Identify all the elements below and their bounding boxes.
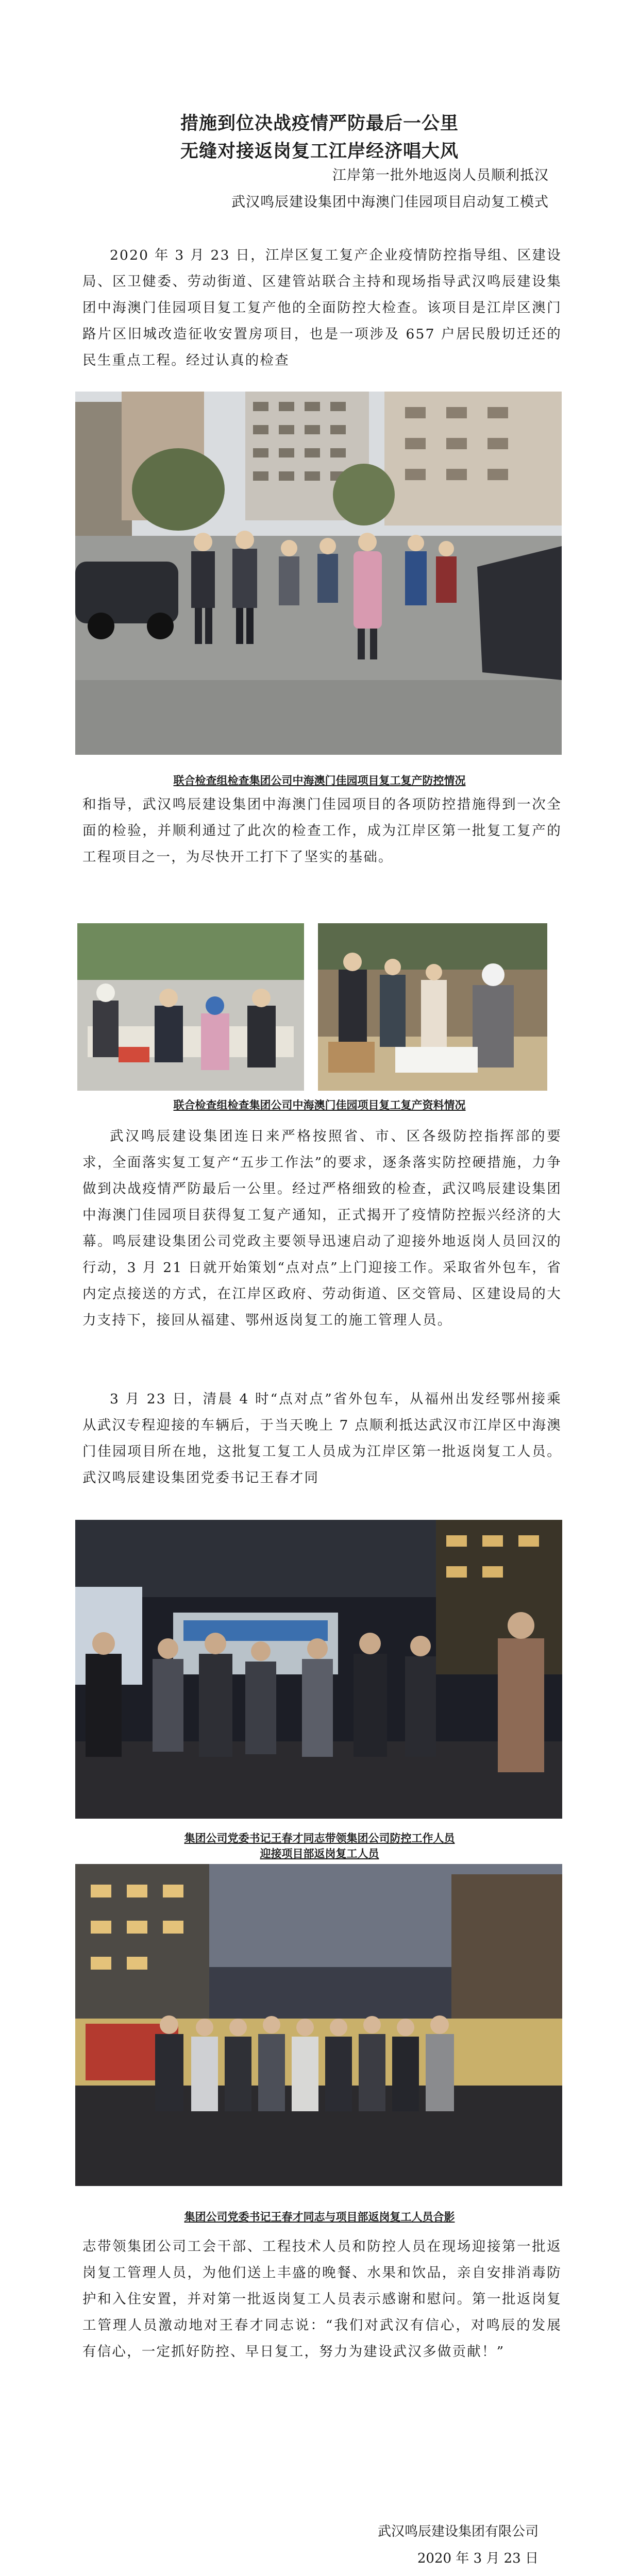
- paragraph-preparation: [82, 1123, 562, 1333]
- paragraph-greeting: [82, 2233, 562, 2365]
- photo-caption-1: 联合检查组检查集团公司中海澳门佳园项目复工复产防控情况: [173, 774, 466, 787]
- subtitle-line-2: 武汉鸣辰建设集团中海澳门佳园项目启动复工模式: [231, 194, 549, 210]
- photo-caption-4: 集团公司党委书记王春才同志与项目部返岗复工人员合影: [184, 2211, 455, 2223]
- document-title-line-2: 无缝对接返岗复工江岸经济唱大风: [180, 141, 459, 162]
- photo-document-check-right: [318, 923, 547, 1091]
- photo-group: [75, 1864, 562, 2186]
- paragraph-text: 志带领集团公司工会干部、工程技术人员和防控人员在现场迎接第一批返岗复工管理人员，为他们送上丰盛的晚餐、水果和饮品，亲自安排消毒防护和入住安置，并对第一批返岗复工人员表示感谢和慰问。第一批返岗复工管理人员激动地对王春才同志说：“我们对武汉有信心，对鸣辰的发展有信心，一定抓好防控、早日复工，努力为建设武汉多做贡献！”: [82, 2239, 562, 2360]
- paragraph-intro: [82, 242, 562, 374]
- paragraph-inspection-result: [82, 791, 562, 870]
- document-title-line-1: 措施到位决战疫情严防最后一公里: [180, 113, 459, 134]
- paragraph-text: 2020 年 3 月 23 日，江岸区复工复产企业疫情防控指导组、区建设局、区卫健委、劳动街道、区建管站联合主持和现场指导武汉鸣辰建设集团中海澳门佳园项目复工复产他的全面防控大检查。该项目是江岸区澳门路片区旧城改造征收安置房项目，也是一项涉及 657 户居民殷切迁还的民生重点工程。经过认真的检查: [82, 247, 562, 368]
- subtitle-line-1: 江岸第一批外地返岗人员顺利抵汉: [332, 167, 549, 183]
- photo-night-welcome: [75, 1520, 562, 1819]
- paragraph-text: 和指导，武汉鸣辰建设集团中海澳门佳园项目的各项防控措施得到一次全面的检验，并顺利通过了此次的检查工作，成为江岸区第一批复工复产的工程项目之一，为尽快开工打下了坚实的基础。: [82, 796, 562, 865]
- paragraph-text: 武汉鸣辰建设集团连日来严格按照省、市、区各级防控指挥部的要求，全面落实复工复产“五步工作法”的要求，逐条落实防控硬措施，力争做到决战疫情严防最后一公里。经过严格细致的检查，武汉鸣辰建设集团中海澳门佳园项目获得复工复产通知，正式揭开了疫情防控振兴经济的大幕。鸣辰建设集团公司党政主要领导迅速启动了迎接外地返岗人员回汉的行动，3 月 21 日就开始策划“点对点”上门迎接工作。采取省外包车，省内定点接送的方式，在江岸区政府、劳动街道、区交管局、区建设局的大力支持下，接回从福建、鄂州返岗复工的施工管理人员。: [82, 1128, 562, 1328]
- photo-caption-3: [0, 1831, 639, 1861]
- photo-caption-3-line-1: 集团公司党委书记王春才同志带领集团公司防控工作人员: [184, 1832, 455, 1844]
- paragraph-text: 3 月 23 日，清晨 4 时“点对点”省外包车，从福州出发经鄂州接乘从武汉专程迎接的车辆后，于当天晚上 7 点顺利抵达武汉市江岸区中海澳门佳园项目所在地，这批复工复工人员成为江岸区第一批返岗复工人员。武汉鸣辰建设集团党委书记王春才同: [82, 1391, 562, 1486]
- paragraph-arrival: [82, 1386, 562, 1491]
- signature-organization: 武汉鸣辰建设集团有限公司: [377, 2524, 539, 2539]
- photo-document-check-left: [77, 923, 304, 1091]
- photo-caption-3-line-2: 迎接项目部返岗复工人员: [260, 1848, 379, 1860]
- photo-caption-2: 联合检查组检查集团公司中海澳门佳园项目复工复产资料情况: [173, 1099, 466, 1111]
- photo-inspection-site: [75, 392, 562, 755]
- signature-date: 2020 年 3 月 23 日: [417, 2551, 539, 2566]
